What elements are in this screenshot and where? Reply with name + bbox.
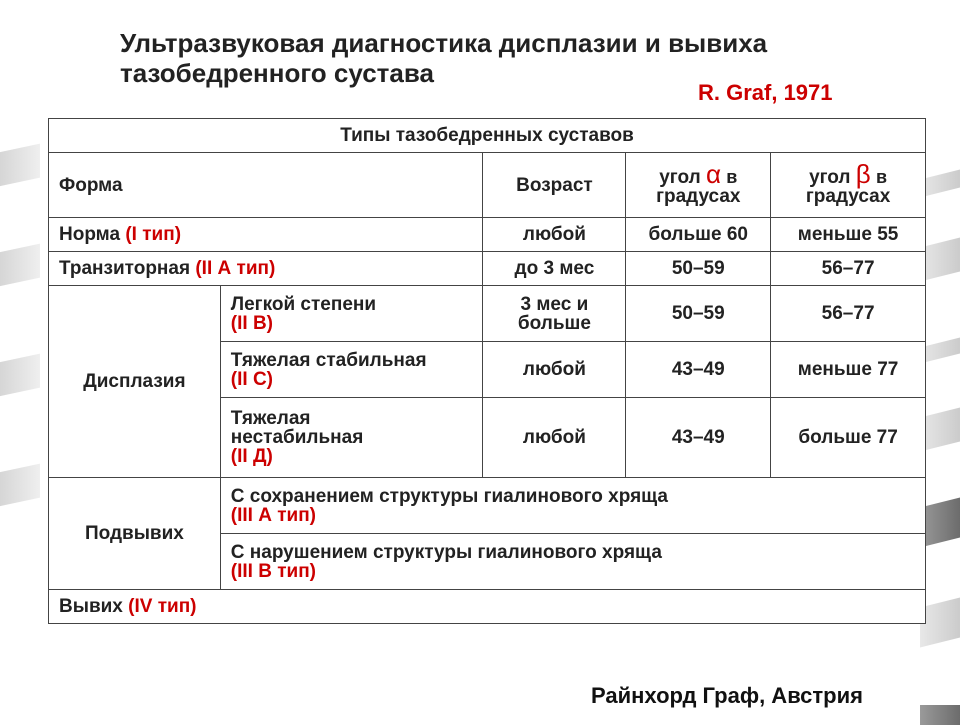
header-beta <box>771 153 926 218</box>
background-stripe <box>920 165 960 198</box>
table-header-row <box>49 153 926 218</box>
subform-type: (III В тип) <box>230 560 317 582</box>
subform-type: (III А тип) <box>230 504 317 526</box>
alpha-symbol: α <box>705 158 721 189</box>
header-form: Форма <box>49 153 483 218</box>
form-name: Транзиторная <box>59 258 191 279</box>
subluxation-label: Подвывих <box>49 478 221 590</box>
beta-symbol: β <box>855 158 871 189</box>
header-beta-label: угол <box>809 166 851 188</box>
header-beta-in: в <box>876 166 888 187</box>
background-stripe <box>0 464 40 511</box>
background-stripe <box>920 403 960 452</box>
beta-cell: меньше 77 <box>771 342 926 398</box>
beta-cell: меньше 55 <box>771 218 926 252</box>
form-type: (I тип) <box>125 224 182 245</box>
age-value: 3 мес и больше <box>517 293 591 334</box>
header-alpha-unit: градусах <box>656 185 741 207</box>
subform-cell <box>220 478 925 534</box>
header-beta-unit: градусах <box>805 185 891 207</box>
dysplasia-label: Дисплазия <box>49 286 221 478</box>
form-name: Норма <box>59 224 121 245</box>
subform-name: С сохранением структуры гиалинового хряща <box>230 485 668 507</box>
subform-name: Легкой степени <box>230 293 377 315</box>
header-alpha-label: угол <box>659 166 701 188</box>
subform-name: Тяжелая стабильная <box>230 349 427 371</box>
subform-type: (II С) <box>230 368 273 390</box>
form-name: Вывих <box>59 596 123 617</box>
table-caption: Типы тазобедренных суставов <box>49 119 926 153</box>
form-cell <box>49 218 483 252</box>
subform-type: (II Д) <box>230 446 273 467</box>
age-cell: любой <box>483 398 626 478</box>
table-row <box>49 286 926 342</box>
background-stripe <box>0 144 40 191</box>
header-alpha <box>626 153 771 218</box>
beta-cell: больше 77 <box>771 398 926 478</box>
background-stripe <box>920 493 960 548</box>
author-citation: R. Graf, 1971 <box>698 80 833 105</box>
age-cell: до 3 мес <box>483 252 626 286</box>
age-cell: любой <box>483 342 626 398</box>
form-type: (II А тип) <box>195 258 276 279</box>
beta-cell: 56–77 <box>771 286 926 342</box>
background-stripe <box>0 354 40 401</box>
form-type: (IV тип) <box>128 596 197 617</box>
beta-cell: 56–77 <box>771 252 926 286</box>
subform-cell <box>220 534 925 590</box>
header-age: Возраст <box>483 153 626 218</box>
table-caption-row <box>49 119 926 153</box>
subform-name: С нарушением структуры гиалинового хряща <box>230 541 662 563</box>
header-alpha-in: в <box>726 166 738 187</box>
table-row <box>49 218 926 252</box>
form-cell <box>49 590 926 624</box>
alpha-cell: 43–49 <box>626 342 771 398</box>
table-row <box>49 478 926 534</box>
hip-types-table <box>48 118 926 624</box>
background-stripe <box>920 705 960 725</box>
alpha-cell: 43–49 <box>626 398 771 478</box>
background-stripe <box>920 233 960 282</box>
table-row <box>49 252 926 286</box>
age-cell: любой <box>483 218 626 252</box>
subform-cell <box>220 342 483 398</box>
alpha-cell: 50–59 <box>626 286 771 342</box>
form-cell <box>49 252 483 286</box>
subform-name: Тяжелая нестабильная <box>230 408 364 448</box>
footer-caption: Райнхорд Граф, Австрия <box>591 683 863 708</box>
subform-cell <box>220 286 483 342</box>
background-stripe <box>920 593 960 648</box>
subform-type: (II В) <box>230 312 273 334</box>
age-cell <box>483 286 626 342</box>
page-title: Ультразвуковая диагностика дисплазии и вывиха тазобедренного сустава <box>120 28 768 88</box>
background-stripe <box>920 333 960 364</box>
table-row <box>49 590 926 624</box>
background-stripe <box>0 244 40 291</box>
alpha-cell: 50–59 <box>626 252 771 286</box>
alpha-cell: больше 60 <box>626 218 771 252</box>
subform-cell <box>220 398 483 478</box>
